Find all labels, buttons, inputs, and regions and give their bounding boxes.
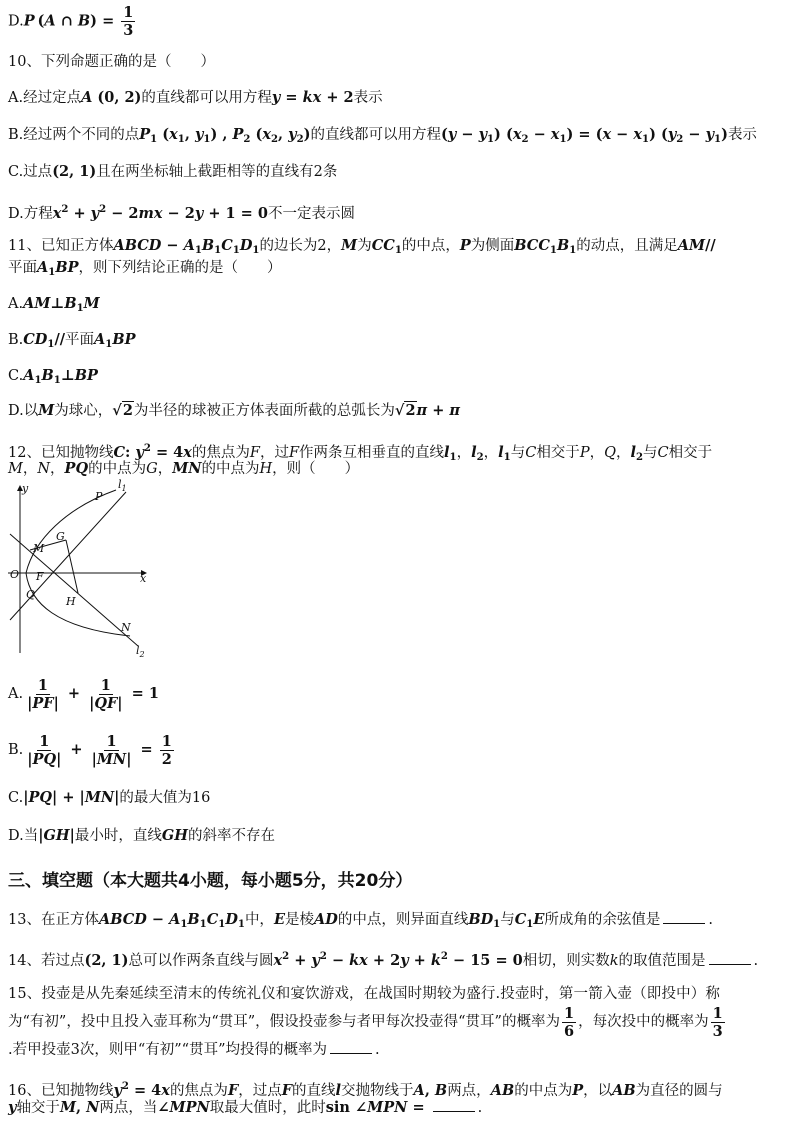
q11-option-c: $C.A_1B_1\perp BP$: [8, 367, 98, 386]
q12-option-a: A. $\frac{1}{|PF|}$ + $\frac{1}{|QF|}$ = 1: [8, 676, 159, 712]
answer-blank[interactable]: [709, 952, 751, 965]
q11-option-d: D.以M为球心，√2为半径的球被正方体表面所截的总弧长为√2π + π: [8, 402, 461, 419]
label-q: Q: [26, 588, 36, 601]
label-g: G: [56, 530, 65, 543]
q10-option-d: D.方程$x^2 + y^2 - 2mx - 2y + 1 = 0$不一定表示圆: [8, 203, 355, 222]
q10-option-b: B.经过两个不同的点$P_1$ ($x_1$, $y_1$) , $P_2$ ($x_2$, $y_2$)的直线都可以用方程$(y - y_1)$ $(x_2 - x_1) = (x - x_1) (y_2 - y_1)$表示: [8, 126, 757, 145]
label-f: F: [36, 570, 44, 583]
parabola-figure: [6, 478, 156, 658]
q16-line1: 16、已知抛物线$y^2 = 4x$的焦点为F，过点F的直线l交抛物线于A, B两点，AB的中点为P，以AB为直径的圆与: [8, 1080, 723, 1099]
label-l2-sub: 2: [139, 650, 145, 658]
q12-stem-line2: M，N，PQ的中点为G，MN的中点为H，则（ ）: [8, 460, 360, 477]
q15-line1: 15、投壶是从先秦延续至清末的传统礼仪和宴饮游戏，在战国时期较为盛行.投壶时，第一箭入壶（即投中）称: [8, 986, 721, 1002]
q10-option-c: C.过点(2, 1)且在两坐标轴上截距相等的直线有2条: [8, 163, 338, 180]
label-x: x: [140, 572, 147, 585]
label-y: y: [22, 482, 29, 495]
q12-option-d: D.当|GH|最小时，直线GH的斜率不存在: [8, 827, 275, 844]
q11-option-b: $B.CD_1//$平面$A_1BP$: [8, 331, 136, 350]
section-heading: 三、填空题（本大题共4小题，每小题5分，共20分）: [8, 871, 413, 891]
svg-text:l1: [118, 478, 127, 493]
q11-stem-line2: 平面$A_1BP$，则下列结论正确的是（ ）: [8, 259, 282, 278]
q13: 13、在正方体ABCD − $A_1B_1C_1D_1$中，E是棱AD的中点，则异面直线$BD_1$与$C_1E$所成角的余弦值是 .: [8, 911, 713, 930]
q16-line2: y轴交于M, N两点，当∠MPN取最大值时，此时sin ∠MPN = .: [8, 1099, 483, 1116]
answer-blank[interactable]: [663, 911, 705, 924]
q9-option-d: D.P (A ∩ B) = $\frac{1}{3}$: [8, 4, 134, 39]
q14: 14、若过点(2, 1)总可以作两条直线与圆$x^2 + y^2$ − kx + $2y + k^2 - 15 = 0$相切，则实数k的取值范围是 .: [8, 950, 759, 969]
q12-stem-line1: 12、已知抛物线C: $y^2 = 4x$的焦点为F，过F作两条互相垂直的直线$l_1$，$l_2$，$l_1$与C相交于P，Q，$l_2$与C相交于: [8, 442, 713, 463]
label-l1-sub: 1: [121, 484, 127, 493]
label-h: H: [66, 595, 76, 608]
svg-text:l2: [136, 644, 145, 658]
label-l2: l: [136, 644, 140, 657]
q10-option-a: A.经过定点A (0, 2)的直线都可以用方程y = kx + 2表示: [8, 89, 383, 106]
answer-blank[interactable]: [330, 1041, 372, 1054]
label-m: M: [33, 542, 45, 555]
q11-option-a: $A.AM\perp B_1M$: [8, 295, 100, 314]
label-n: N: [121, 621, 131, 634]
fraction: $\frac{1}{3}$: [123, 4, 134, 39]
q15-line2: 为“有初”，投中且投入壶耳称为“贯耳”，假设投壶参与者甲每次投壶得“贯耳”的概率为 $\frac{1}{6}$ ，每次投中的概率为 $\frac{1}{3}$: [8, 1004, 723, 1040]
label-p: P: [95, 490, 103, 503]
q11-stem-line1: 11、已知正方体ABCD − $A_1B_1C_1D_1$的边长为2，M为$CC_1$的中点，P为侧面$BCC_1B_1$的动点，且满足AM//: [8, 237, 716, 256]
answer-blank[interactable]: [433, 1099, 475, 1112]
q12-option-b: B. $\frac{1}{|PQ|}$ + $\frac{1}{|MN|}$ = $\frac{1}{2}$: [8, 732, 172, 768]
label-l1: l: [118, 478, 122, 491]
q15-line3: .若甲投壶3次，则甲“有初”“贯耳”均投得的概率为 .: [8, 1042, 380, 1058]
parabola-curve: [26, 490, 130, 636]
label-o: O: [10, 568, 20, 581]
q10-stem: 10、下列命题正确的是（ ）: [8, 54, 215, 70]
q12-option-c: C.|PQ| + |MN|的最大值为16: [8, 789, 211, 806]
